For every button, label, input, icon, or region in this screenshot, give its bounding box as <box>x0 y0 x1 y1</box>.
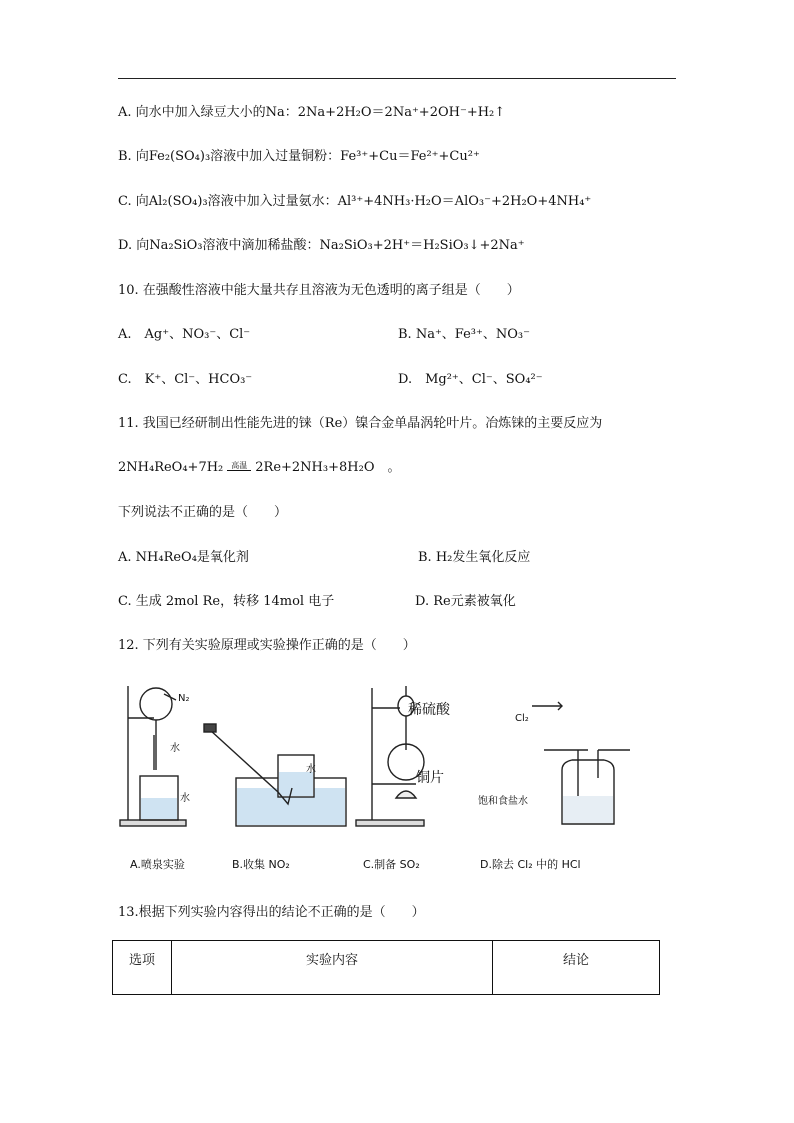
q11-stem: 11. 我国已经研制出性能先进的铼（Re）镍合金单晶涡轮叶片。冶炼铼的主要反应为 <box>118 416 603 431</box>
gas-washing-bottle <box>532 702 630 824</box>
label-water-b: 水 <box>306 764 316 775</box>
header-content: 实验内容 <box>172 941 493 995</box>
q11-prompt: 下列说法不正确的是（ ） <box>118 505 288 520</box>
label-water-a1: 水 <box>170 743 180 754</box>
equation-reactants: 2NH₄ReO₄+7H₂ <box>118 460 224 475</box>
label-dilute-sulfuric-acid: 稀硫酸 <box>408 702 450 718</box>
header-conclusion: 结论 <box>493 941 660 995</box>
caption-b: B.收集 NO₂ <box>232 858 290 871</box>
q11-option-a: A. NH₄ReO₄是氧化剂 <box>118 550 249 565</box>
q9-option-c: C. 向Al₂(SO₄)₃溶液中加入过量氨水：Al³⁺+4NH₃·H₂O＝AlO₃⁻+2H₂O+4NH₄⁺ <box>118 194 592 209</box>
q13-stem: 13.根据下列实验内容得出的结论不正确的是（ ） <box>118 905 425 920</box>
label-n2: N₂ <box>178 693 190 704</box>
header-option: 选项 <box>113 941 172 995</box>
q10-stem: 10. 在强酸性溶液中能大量共存且溶液为无色透明的离子组是（ ） <box>118 283 520 298</box>
caption-c: C.制备 SO₂ <box>363 858 420 871</box>
label-water-a2: 水 <box>180 793 190 804</box>
q10-option-c: C. K⁺、Cl⁻、HCO₃⁻ <box>118 372 253 387</box>
apparatus-figures <box>118 680 678 830</box>
q9-option-a: A. 向水中加入绿豆大小的Na：2Na+2H₂O＝2Na⁺+2OH⁻+H₂↑ <box>118 105 506 120</box>
caption-d: D.除去 Cl₂ 中的 HCl <box>480 858 581 871</box>
q9-option-d: D. 向Na₂SiO₃溶液中滴加稀盐酸：Na₂SiO₃+2H⁺＝H₂SiO₃↓+2Na⁺ <box>118 238 525 253</box>
collection-apparatus <box>204 724 346 826</box>
label-brine: 饱和食盐水 <box>478 796 528 807</box>
table-header-row <box>113 941 660 995</box>
q10-option-a: A. Ag⁺、NO₃⁻、Cl⁻ <box>118 327 251 342</box>
reaction-condition: 高温 <box>227 461 251 471</box>
q11-option-b: B. H₂发生氧化反应 <box>418 550 531 565</box>
label-cl2: Cl₂ <box>515 713 529 724</box>
q13-table <box>112 940 660 995</box>
q11-option-d: D. Re元素被氧化 <box>415 594 516 609</box>
fountain-apparatus <box>120 686 186 826</box>
q10-option-d: D. Mg²⁺、Cl⁻、SO₄²⁻ <box>398 372 543 387</box>
label-copper: 铜片 <box>416 770 444 786</box>
q9-option-b: B. 向Fe₂(SO₄)₃溶液中加入过量铜粉：Fe³⁺+Cu＝Fe²⁺+Cu²⁺ <box>118 149 480 164</box>
q12-stem: 12. 下列有关实验原理或实验操作正确的是（ ） <box>118 638 416 653</box>
caption-a: A.喷泉实验 <box>130 858 185 871</box>
header-rule <box>118 78 676 79</box>
q11-equation <box>118 460 400 476</box>
q11-option-c: C. 生成 2mol Re，转移 14mol 电子 <box>118 594 335 609</box>
q10-option-b: B. Na⁺、Fe³⁺、NO₃⁻ <box>398 327 530 342</box>
equation-products: 2Re+2NH₃+8H₂O 。 <box>255 460 401 475</box>
